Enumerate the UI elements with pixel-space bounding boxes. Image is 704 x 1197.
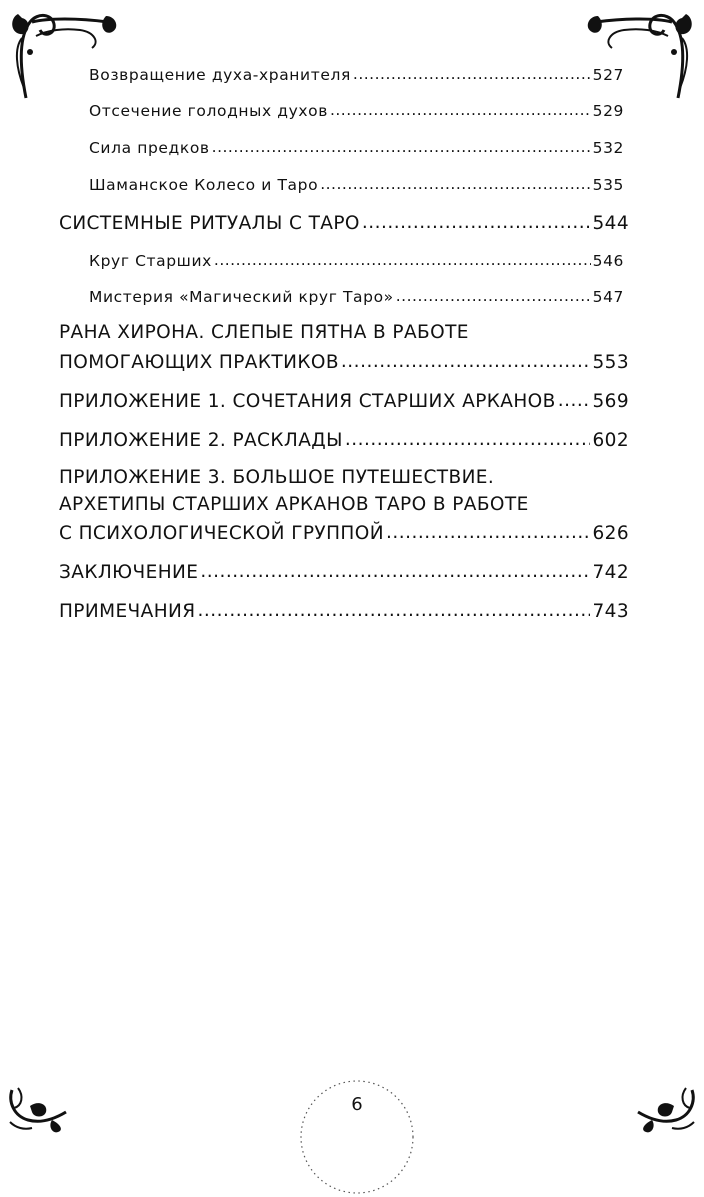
toc-entry-title: ПОМОГАЮЩИХ ПРАКТИКОВ bbox=[59, 351, 339, 373]
toc-entry-title: ПРИМЕЧАНИЯ bbox=[59, 600, 196, 622]
toc-leader-dots bbox=[200, 559, 590, 578]
toc-leader-dots bbox=[341, 349, 591, 368]
toc-entry[interactable] bbox=[89, 174, 624, 196]
toc-entry-title: ЗАКЛЮЧЕНИЕ bbox=[59, 561, 199, 583]
toc-entry[interactable] bbox=[89, 100, 624, 122]
toc-entry-page: 626 bbox=[592, 522, 629, 544]
toc-leader-dots bbox=[386, 520, 591, 539]
toc-entry-title: ПРИЛОЖЕНИЕ 1. СОЧЕТАНИЯ СТАРШИХ АРКАНОВ bbox=[59, 390, 556, 412]
toc-entry-title: С ПСИХОЛОГИЧЕСКОЙ ГРУППОЙ bbox=[59, 522, 384, 544]
toc-entry[interactable] bbox=[59, 210, 629, 236]
toc-entry-title-line: ПРИЛОЖЕНИЕ 3. БОЛЬШОЕ ПУТЕШЕСТВИЕ. bbox=[59, 467, 495, 488]
toc-entry[interactable] bbox=[89, 64, 624, 86]
toc-entry[interactable] bbox=[89, 250, 624, 272]
toc-leader-dots bbox=[330, 100, 591, 116]
toc-entry-page: 742 bbox=[592, 561, 629, 583]
toc-leader-dots bbox=[214, 250, 591, 266]
toc-leader-dots bbox=[212, 137, 591, 153]
toc-entry-page: 529 bbox=[592, 101, 624, 120]
toc-entry-title: Мистерия «Магический круг Таро» bbox=[89, 287, 394, 306]
toc-entry-title-line: РАНА ХИРОНА. СЛЕПЫЕ ПЯТНА В РАБОТЕ bbox=[59, 322, 469, 343]
page-number: 6 bbox=[351, 1094, 363, 1115]
toc-entry-page: 547 bbox=[592, 287, 624, 306]
toc-entry[interactable] bbox=[59, 520, 629, 546]
toc-entry-page: 546 bbox=[592, 251, 624, 270]
toc-leader-dots bbox=[345, 427, 591, 446]
toc-entry[interactable] bbox=[89, 286, 624, 308]
toc-entry-title-line: АРХЕТИПЫ СТАРШИХ АРКАНОВ ТАРО В РАБОТЕ bbox=[59, 494, 529, 515]
toc-entry-title: Шаманское Колесо и Таро bbox=[89, 175, 319, 194]
toc-entry-page: 535 bbox=[592, 175, 624, 194]
toc-entry[interactable] bbox=[59, 349, 629, 375]
toc-entry-page: 544 bbox=[592, 212, 629, 234]
toc-entry-title: Сила предков bbox=[89, 138, 210, 157]
toc-entry[interactable] bbox=[59, 598, 629, 624]
toc-entry-title: ПРИЛОЖЕНИЕ 2. РАСКЛАДЫ bbox=[59, 429, 343, 451]
toc-entry[interactable] bbox=[59, 427, 629, 453]
toc-entry-page: 602 bbox=[592, 429, 629, 451]
toc-leader-dots bbox=[558, 388, 591, 407]
toc-leader-dots bbox=[396, 286, 591, 302]
toc-entry[interactable] bbox=[59, 388, 629, 414]
toc-entry[interactable] bbox=[59, 559, 629, 585]
toc-leader-dots bbox=[362, 210, 591, 229]
toc-entry-page: 743 bbox=[592, 600, 629, 622]
toc-entry-page: 527 bbox=[592, 65, 624, 84]
toc-leader-dots bbox=[353, 64, 591, 80]
toc-entry-title: Возвращение духа-хранителя bbox=[89, 65, 351, 84]
toc-leader-dots bbox=[198, 598, 591, 617]
toc-leader-dots bbox=[320, 174, 590, 190]
toc-entry-title: Круг Старших bbox=[89, 251, 212, 270]
toc-entry-page: 553 bbox=[592, 351, 629, 373]
toc-entry-page: 532 bbox=[592, 138, 624, 157]
toc-entry[interactable] bbox=[89, 137, 624, 159]
toc-entry-title: СИСТЕМНЫЕ РИТУАЛЫ С ТАРО bbox=[59, 212, 360, 234]
toc-entry-title: Отсечение голодных духов bbox=[89, 101, 328, 120]
toc-entry-page: 569 bbox=[592, 390, 629, 412]
